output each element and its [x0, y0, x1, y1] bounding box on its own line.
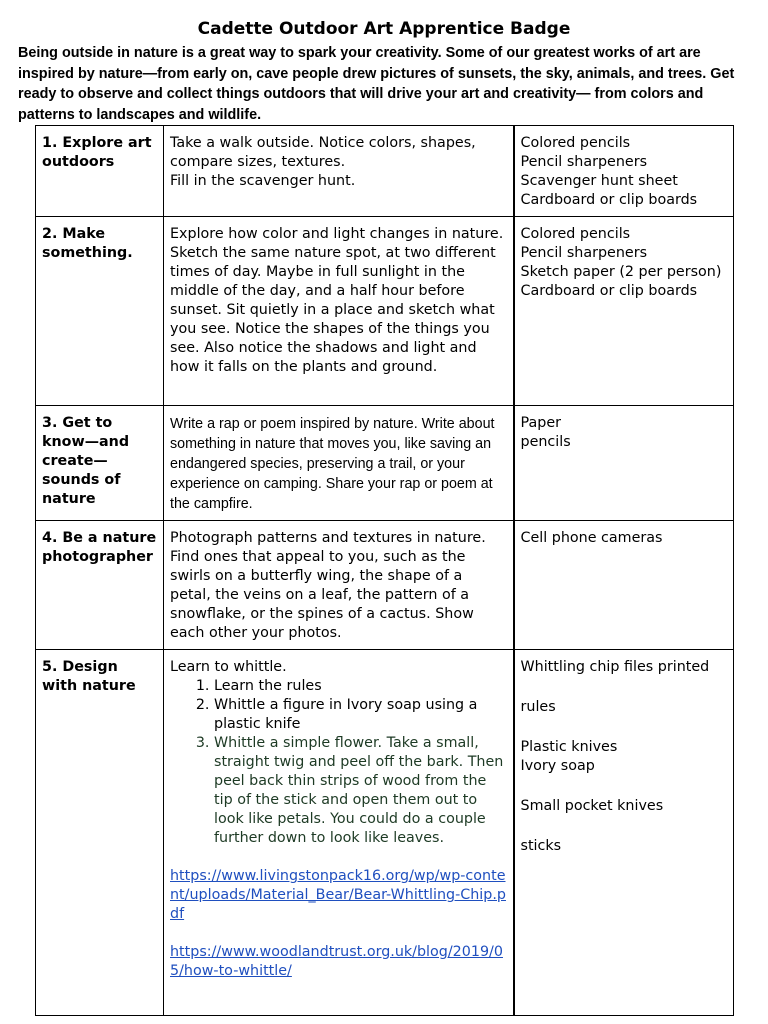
- material-item: Cardboard or clip boards: [520, 192, 698, 208]
- whittling-chip-link[interactable]: https://www.livingstonpack16.org/wp/wp-content/uploads/Material_Bear/Bear-Whittling-Chip.pdf: [170, 868, 506, 922]
- step-title: 2. Make something.: [36, 217, 164, 406]
- material-item: Cardboard or clip boards: [520, 283, 698, 299]
- material-item: Whittling chip files printed: [520, 659, 710, 675]
- materials-cell: [514, 521, 734, 650]
- table-row: [36, 126, 734, 217]
- material-item: Ivory soap: [520, 758, 595, 774]
- material-item: Paper: [520, 415, 561, 431]
- table-row: [36, 521, 734, 650]
- list-item: 1. Learn the rules: [214, 677, 507, 696]
- list-item: 3. Whittle a simple flower. Take a small, straight twig and peel off the bark. Then peel back thin strips of wood from the tip of the stick and open them out to look like petals. You could do a couple further down to look like leaves.: [214, 734, 507, 848]
- material-item: Cell phone cameras: [520, 530, 663, 546]
- step-title: 3. Get to know—and create—sounds of nature: [36, 406, 164, 521]
- materials-cell: [514, 217, 734, 406]
- material-item: pencils: [520, 434, 571, 450]
- description-line: Fill in the scavenger hunt.: [170, 173, 356, 189]
- material-item: Sketch paper (2 per person): [520, 264, 722, 280]
- table-row: [36, 650, 734, 1016]
- how-to-whittle-link[interactable]: https://www.woodlandtrust.org.uk/blog/2019/05/how-to-whittle/: [170, 944, 503, 979]
- table-row: [36, 406, 734, 521]
- step-description: Explore how color and light changes in nature. Sketch the same nature spot, at two different times of day. Maybe in full sunlight in the middle of the day, and a half hour before sunset. Sit quietly in a place and sketch what you see. Notice the shapes of the things you see. Also notice the shadows and light and how it falls on the plants and ground.: [164, 217, 514, 406]
- step-description: [164, 126, 514, 217]
- step-description: [164, 650, 514, 1016]
- step-title: 4. Be a nature photographer: [36, 521, 164, 650]
- description-line: Learn to whittle.: [170, 659, 287, 675]
- description-line: Take a walk outside. Notice colors, shapes, compare sizes, textures.: [170, 135, 476, 170]
- material-item: Plastic knives: [520, 739, 618, 755]
- materials-cell: [514, 650, 734, 1016]
- materials-cell: [514, 126, 734, 217]
- step-description: Write a rap or poem inspired by nature. Write about something in nature that moves you, like saving an endangered species, preserving a trail, or your experience on camping. Share your rap or poem at the campfire.: [164, 406, 514, 521]
- table-row: [36, 217, 734, 406]
- material-item: Small pocket knives: [520, 798, 664, 814]
- material-item: Colored pencils: [520, 226, 631, 242]
- badge-steps-table: [35, 125, 734, 1016]
- material-item: rules: [520, 699, 556, 715]
- material-item: Colored pencils: [520, 135, 631, 151]
- materials-cell: [514, 406, 734, 521]
- step-title: 1. Explore art outdoors: [36, 126, 164, 217]
- page-title: Cadette Outdoor Art Apprentice Badge: [197, 19, 571, 39]
- material-item: sticks: [520, 838, 562, 854]
- step-description: Photograph patterns and textures in nature. Find ones that appeal to you, such as the swirls on a butterfly wing, the shape of a petal, the veins on a leaf, the pattern of a snowflake, or the spines of a cactus. Show each other your photos.: [164, 521, 514, 650]
- whittle-steps-list: [170, 677, 507, 848]
- material-item: Scavenger hunt sheet: [520, 173, 678, 189]
- intro-paragraph: Being outside in nature is a great way to spark your creativity. Some of our greatest works of art are inspired by nature—from early on, cave people drew pictures of sunsets, the sky, animals, and trees. Get ready to observe and collect things outdoors that will drive your art and creativity— from colors and patterns to landscapes and wildlife.: [18, 45, 735, 123]
- material-item: Pencil sharpeners: [520, 245, 648, 261]
- material-item: Pencil sharpeners: [520, 154, 648, 170]
- step-title: 5. Design with nature: [36, 650, 164, 1016]
- list-item: 2. Whittle a figure in Ivory soap using a plastic knife: [214, 696, 507, 734]
